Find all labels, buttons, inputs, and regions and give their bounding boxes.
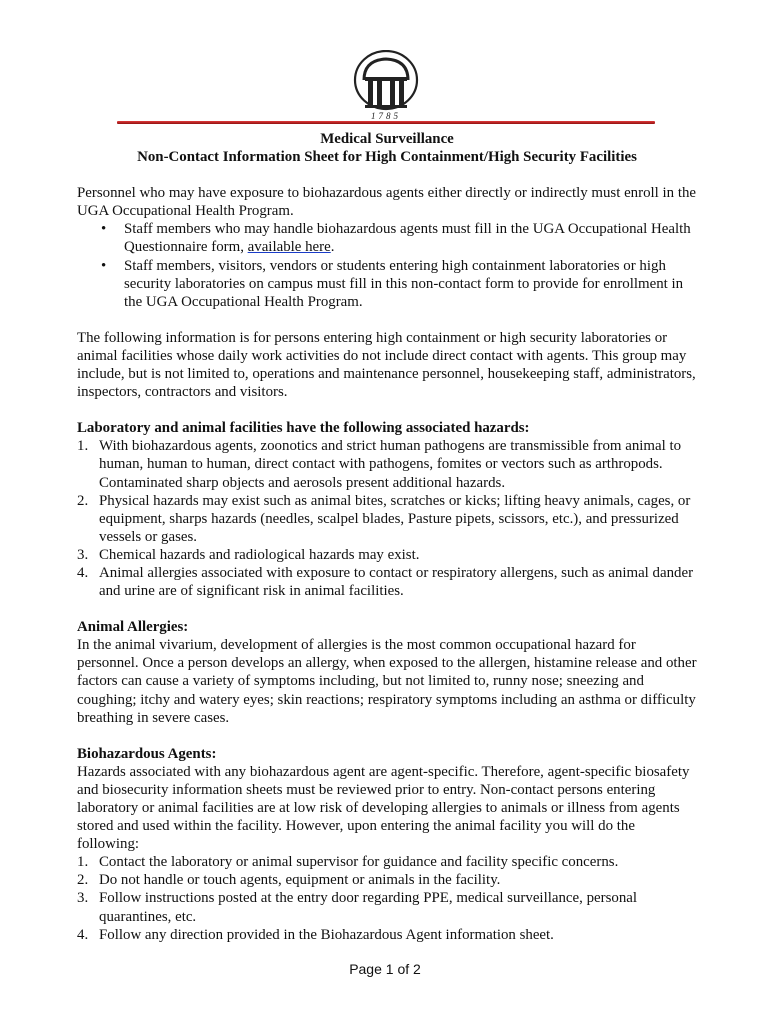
list-item bbox=[77, 437, 697, 491]
agents-paragraph: Hazards associated with any biohazardous agent are agent-specific. Therefore, agent-specific biosafety and biosecurity information sheets must be reviewed prior to entry. Non-contact persons entering laboratory or animal facilities are at low risk of developing allergies to animals or illness from agents stored and used within the facility. However, upon entering the animal facility you will do the following: bbox=[77, 763, 690, 853]
list-item-text: Animal allergies associated with exposure to contact or respiratory allergens, such as animal dander and urine are of significant risk in animal facilities. bbox=[99, 564, 694, 600]
list-number: 1. bbox=[77, 854, 89, 871]
intro-bullet-1 bbox=[77, 220, 697, 256]
list-item-text: Do not handle or touch agents, equipment or animals in the facility. bbox=[99, 872, 501, 889]
hazards-heading: Laboratory and animal facilities have the following associated hazards: bbox=[77, 420, 530, 437]
intro-bullet-2-text: Staff members, visitors, vendors or students entering high containment laboratories or high security laboratories on campus must fill in this non-contact form to provide for enrollment in the UGA Occupational Health Program. bbox=[124, 257, 684, 310]
list-number: 4. bbox=[77, 564, 89, 581]
list-item bbox=[77, 492, 697, 546]
list-item-text: With biohazardous agents, zoonotics and strict human pathogens are transmissible from animal to human, human to human, direct contact with pathogens, fomites or vectors such as arthropods. Contaminated sharp objects and aerosols present additional hazards. bbox=[99, 438, 682, 491]
list-item-text: Chemical hazards and radiological hazards may exist. bbox=[99, 546, 420, 563]
hazards-list bbox=[77, 437, 697, 600]
logo-year: 1785 bbox=[371, 111, 401, 121]
list-item bbox=[77, 926, 697, 944]
list-item bbox=[77, 564, 697, 600]
bullet-icon: • bbox=[101, 221, 107, 238]
header-rule bbox=[117, 121, 655, 124]
intro-bullet-1-end: . bbox=[330, 239, 335, 256]
allergies-paragraph: In the animal vivarium, development of allergies is the most common occupational hazard for personnel. Once a person develops an allergy, when exposed to the allergen, histamine release and other factors can cause a variety of symptoms including, but not limited to, runny nose; sneezing and coughing; itchy and watery eyes; skin reactions; respiratory symptoms including an asthma or difficulty breathing in severe cases. bbox=[77, 637, 697, 726]
list-item-text: Follow instructions posted at the entry door regarding PPE, medical surveillance, personal quarantines, etc. bbox=[99, 890, 638, 925]
list-number: 2. bbox=[77, 872, 89, 889]
allergies-heading: Animal Allergies: bbox=[77, 619, 189, 636]
agents-list bbox=[77, 853, 697, 943]
list-number: 3. bbox=[77, 546, 89, 563]
intro-bullet-2 bbox=[77, 257, 697, 311]
list-number: 3. bbox=[77, 890, 89, 907]
list-item bbox=[77, 853, 697, 871]
document-body bbox=[77, 130, 697, 944]
list-item-text: Follow any direction provided in the Biohazardous Agent information sheet. bbox=[99, 926, 554, 943]
intro-paragraph: Personnel who may have exposure to biohazardous agents either directly or indirectly must enroll in the UGA Occupational Health Program. bbox=[77, 185, 697, 220]
list-number: 1. bbox=[77, 438, 89, 455]
uga-arch-logo bbox=[352, 50, 420, 122]
page-number: Page 1 of 2 bbox=[349, 961, 421, 977]
list-item bbox=[77, 871, 697, 889]
list-item bbox=[77, 546, 697, 564]
list-item-text: Physical hazards may exist such as animal bites, scratches or kicks; lifting heavy animals, cages, or equipment, sharps hazards (needles, scalpel blades, Pasture pipets, scissors, etc.), and pressurized vessels or gases. bbox=[99, 492, 691, 545]
available-here-link[interactable]: available here bbox=[247, 239, 331, 256]
document-subtitle: Non-Contact Information Sheet for High Containment/High Security Facilities bbox=[137, 149, 637, 166]
bullet-icon: • bbox=[101, 257, 107, 274]
document-title: Medical Surveillance bbox=[320, 131, 454, 147]
list-item bbox=[77, 889, 697, 925]
persons-paragraph: The following information is for persons entering high containment or high security laboratories or animal facilities whose daily work activities do not include direct contact with agents. This group may include, but is not limited to, operations and maintenance personnel, housekeeping staff, administrators, inspectors, contractors and visitors. bbox=[77, 329, 696, 401]
intro-bullet-1-text: Staff members who may handle biohazardous agents must fill in the UGA Occupational Health Questionnaire form, bbox=[124, 221, 691, 256]
list-item-text: Contact the laboratory or animal supervisor for guidance and facility specific concerns. bbox=[99, 854, 619, 871]
list-number: 2. bbox=[77, 492, 89, 509]
agents-heading: Biohazardous Agents: bbox=[77, 745, 217, 762]
intro-bullet-list bbox=[77, 220, 697, 310]
list-number: 4. bbox=[77, 926, 89, 943]
